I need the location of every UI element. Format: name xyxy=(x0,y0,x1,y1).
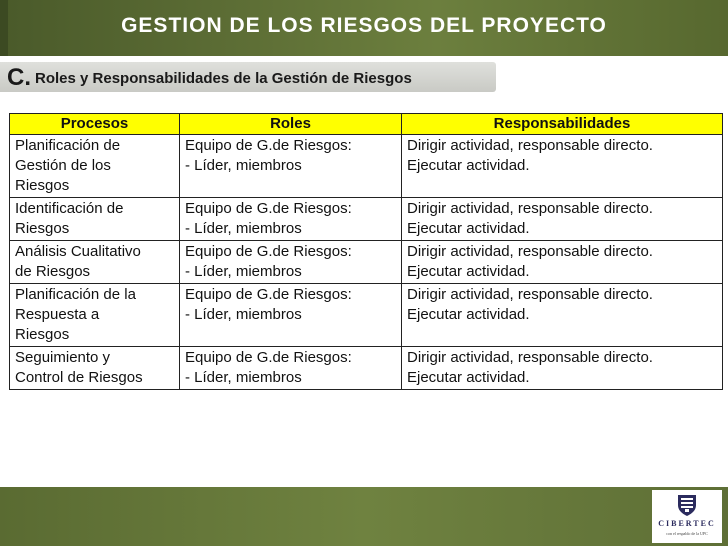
cell-line: Ejecutar actividad. xyxy=(407,157,530,174)
cell-roles xyxy=(180,198,402,241)
cell-line: Gestión de los xyxy=(15,157,111,174)
cell-line: - Líder, miembros xyxy=(185,220,302,237)
slide-title: GESTION DE LOS RIESGOS DEL PROYECTO xyxy=(121,14,607,37)
cell-line: Riesgos xyxy=(15,326,70,343)
cell-line: de Riesgos xyxy=(15,263,91,280)
cell-line: Planificación de xyxy=(15,137,121,154)
cell-line: Ejecutar actividad. xyxy=(407,306,530,323)
footer-bar xyxy=(0,487,728,546)
cell-line: Equipo de G.de Riesgos: xyxy=(185,286,352,303)
cell-responsabilidades xyxy=(402,198,723,241)
cell-line: Ejecutar actividad. xyxy=(407,220,530,237)
cell-line: - Líder, miembros xyxy=(185,306,302,323)
roles-table xyxy=(9,113,723,390)
cell-line: Equipo de G.de Riesgos: xyxy=(185,243,352,260)
cell-proceso xyxy=(10,135,180,198)
table-row xyxy=(10,284,723,347)
table-row xyxy=(10,135,723,198)
cell-line: Equipo de G.de Riesgos: xyxy=(185,349,352,366)
cell-line: Seguimiento y xyxy=(15,349,111,366)
subtitle-text: Roles y Responsabilidades de la Gestión de Riesgos xyxy=(35,70,412,87)
table-header-row xyxy=(10,114,723,135)
cell-proceso xyxy=(10,241,180,284)
cell-line: - Líder, miembros xyxy=(185,369,302,386)
cell-line: Dirigir actividad, responsable directo. xyxy=(407,137,653,154)
cell-proceso xyxy=(10,284,180,347)
cell-line: Respuesta a xyxy=(15,306,100,323)
cell-line: Ejecutar actividad. xyxy=(407,369,530,386)
header-procesos: Procesos xyxy=(10,114,180,135)
logo-tagline: con el respaldo de la UPC xyxy=(666,531,708,536)
cell-line: - Líder, miembros xyxy=(185,157,302,174)
cell-line: Análisis Cualitativo xyxy=(15,243,141,260)
cell-responsabilidades xyxy=(402,347,723,390)
cell-line: Dirigir actividad, responsable directo. xyxy=(407,243,653,260)
cell-line: Identificación de xyxy=(15,200,124,217)
cell-roles xyxy=(180,347,402,390)
cell-line: - Líder, miembros xyxy=(185,263,302,280)
cell-line: Riesgos xyxy=(15,220,70,237)
cell-line: Dirigir actividad, responsable directo. xyxy=(407,286,653,303)
cibertec-logo xyxy=(652,490,722,543)
table-row xyxy=(10,198,723,241)
shield-emblem-icon xyxy=(676,493,698,517)
cell-roles xyxy=(180,284,402,347)
cell-line: Control de Riesgos xyxy=(15,369,143,386)
table-row xyxy=(10,241,723,284)
cell-responsabilidades xyxy=(402,241,723,284)
cell-roles xyxy=(180,241,402,284)
cell-line: Dirigir actividad, responsable directo. xyxy=(407,200,653,217)
cell-line: Equipo de G.de Riesgos: xyxy=(185,200,352,217)
header-roles: Roles xyxy=(180,114,402,135)
header-responsabilidades: Responsabilidades xyxy=(402,114,723,135)
subtitle-letter: C. xyxy=(7,64,31,91)
cell-roles xyxy=(180,135,402,198)
title-bar xyxy=(0,0,728,56)
section-subtitle xyxy=(0,62,496,92)
table-row xyxy=(10,347,723,390)
cell-line: Planificación de la xyxy=(15,286,136,303)
logo-name: CIBERTEC xyxy=(658,519,716,528)
cell-line: Ejecutar actividad. xyxy=(407,263,530,280)
cell-line: Equipo de G.de Riesgos: xyxy=(185,137,352,154)
cell-proceso xyxy=(10,198,180,241)
cell-line: Dirigir actividad, responsable directo. xyxy=(407,349,653,366)
cell-proceso xyxy=(10,347,180,390)
cell-responsabilidades xyxy=(402,284,723,347)
cell-responsabilidades xyxy=(402,135,723,198)
cell-line: Riesgos xyxy=(15,177,70,194)
